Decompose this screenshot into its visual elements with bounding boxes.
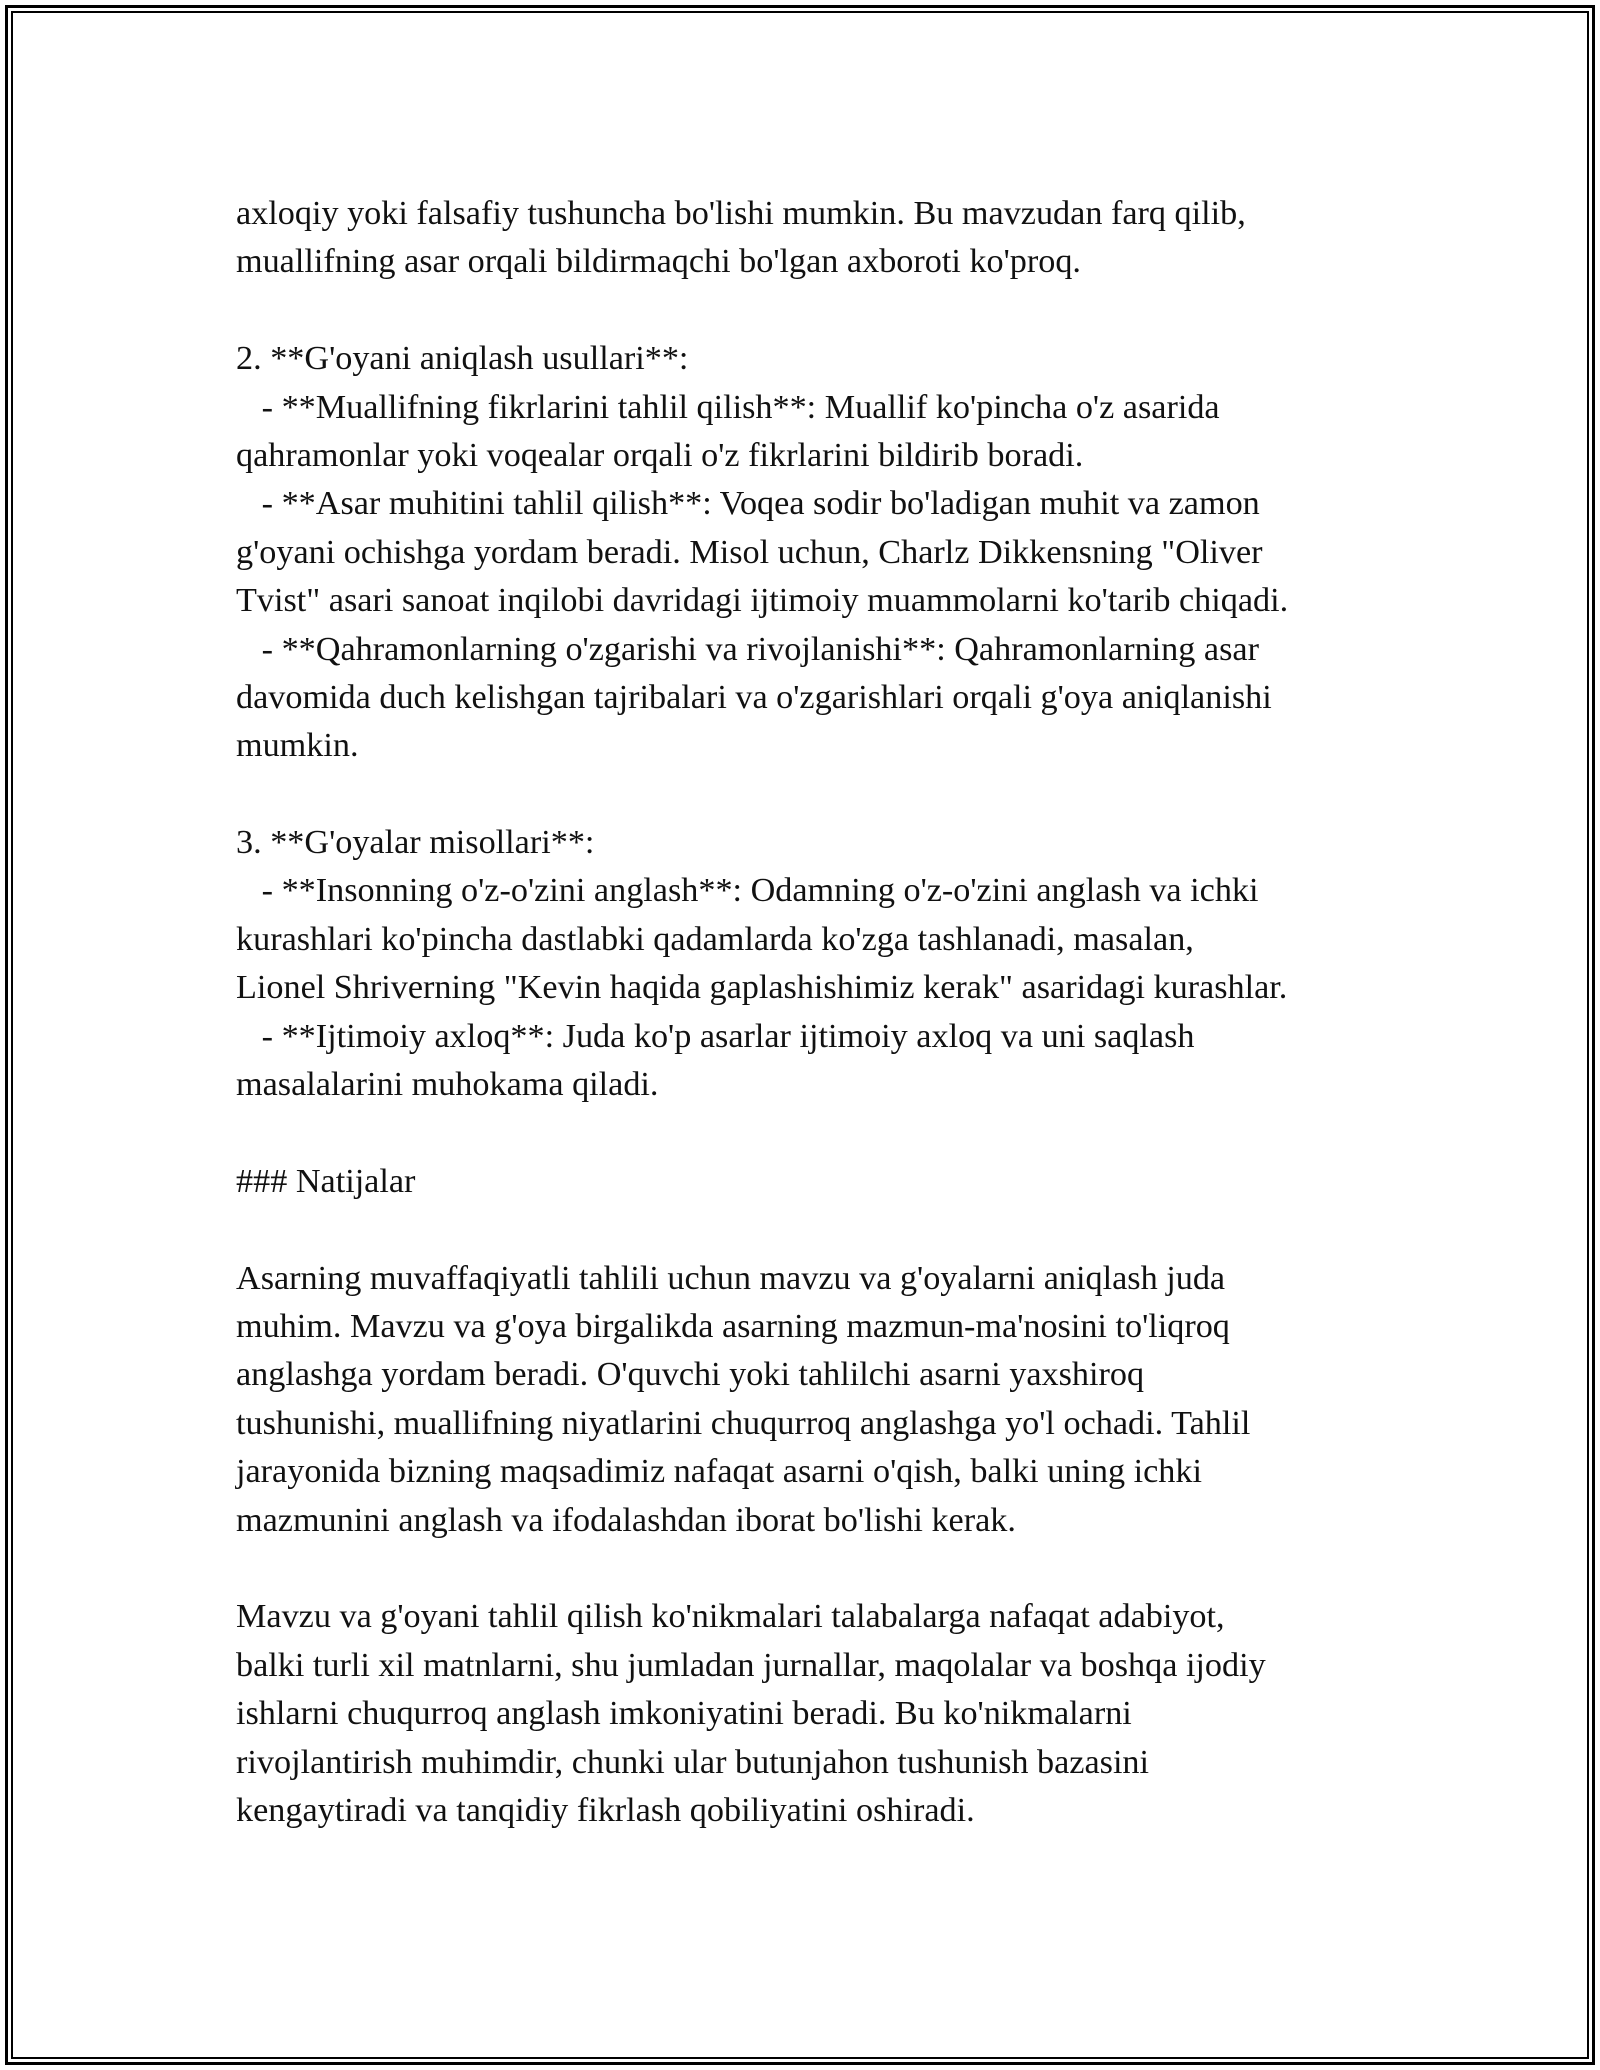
paragraph-line: Asarning muvaffaqiyatli tahlili uchun mavzu va g'oyalarni aniqlash juda — [236, 1259, 1226, 1297]
text-line: g'oyani ochishga yordam beradi. Misol uchun, Charlz Dikkensning "Oliver — [236, 533, 1263, 571]
text-line: Tvist" asari sanoat inqilobi davridagi ijtimoiy muammolarni ko'tarib chiqadi. — [236, 582, 1289, 620]
list-item: - **Insonning o'z-o'zini anglash**: Odamning o'z-o'zini anglash va ichki — [236, 872, 1259, 910]
text-line: mumkin. — [236, 727, 359, 765]
list-item: - **Muallifning fikrlarini tahlil qilish**: Muallif ko'pincha o'z asarida — [236, 388, 1220, 426]
text-line: masalalarini muhokama qiladi. — [236, 1066, 659, 1104]
paragraph-line: mazmunini anglash va ifodalashdan iborat bo'lishi kerak. — [236, 1501, 1016, 1539]
paragraph-line: ishlarni chuqurroq anglash imkoniyatini beradi. Bu ko'nikmalarni — [236, 1695, 1132, 1733]
text-line: davomida duch kelishgan tajribalari va o'zgarishlari orqali g'oya aniqlanishi — [236, 678, 1272, 716]
paragraph-line: jarayonida bizning maqsadimiz nafaqat asarni o'qish, balki uning ichki — [236, 1453, 1202, 1491]
paragraph-line: rivojlantirish muhimdir, chunki ular butunjahon tushunish bazasini — [236, 1743, 1150, 1781]
document-body — [236, 190, 1396, 1835]
section-heading: ### Natijalar — [236, 1162, 416, 1200]
paragraph-line: balki turli xil matnlarni, shu jumladan jurnallar, maqolalar va boshqa ijodiy — [236, 1646, 1266, 1684]
text-line: muallifning asar orqali bildirmaqchi bo'lgan axboroti ko'proq. — [236, 243, 1081, 281]
list-item: - **Ijtimoiy axloq**: Juda ko'p asarlar ijtimoiy axloq va uni saqlash — [236, 1017, 1195, 1055]
paragraph-line: kengaytiradi va tanqidiy fikrlash qobiliyatini oshiradi. — [236, 1791, 975, 1829]
list-heading: 3. **G'oyalar misollari**: — [236, 824, 595, 862]
list-item: - **Qahramonlarning o'zgarishi va rivojlanishi**: Qahramonlarning asar — [236, 630, 1259, 668]
blank-line — [236, 771, 1396, 819]
paragraph-line: Mavzu va g'oyani tahlil qilish ko'nikmalari talabalarga nafaqat adabiyot, — [236, 1598, 1225, 1636]
text-line: qahramonlar yoki voqealar orqali o'z fikrlarini bildirib boradi. — [236, 436, 1084, 474]
text-line: axloqiy yoki falsafiy tushuncha bo'lishi mumkin. Bu mavzudan farq qilib, — [236, 195, 1246, 232]
text-line: Lionel Shriverning "Kevin haqida gaplashishimiz kerak" asaridagi kurashlar. — [236, 969, 1288, 1007]
paragraph-line: muhim. Mavzu va g'oya birgalikda asarning mazmun-ma'nosini to'liqroq — [236, 1307, 1230, 1345]
text-line: kurashlari ko'pincha dastlabki qadamlarda ko'zga tashlanadi, masalan, — [236, 920, 1194, 958]
list-item: - **Asar muhitini tahlil qilish**: Voqea sodir bo'ladigan muhit va zamon — [236, 485, 1260, 523]
paragraph-line: anglashga yordam beradi. O'quvchi yoki tahlilchi asarni yaxshiroq — [236, 1356, 1145, 1394]
blank-line — [236, 1206, 1396, 1254]
paragraph-line: tushunishi, muallifning niyatlarini chuqurroq anglashga yo'l ochadi. Tahlil — [236, 1404, 1251, 1442]
blank-line — [236, 1109, 1396, 1157]
blank-line — [236, 1545, 1396, 1593]
list-heading: 2. **G'oyani aniqlash usullari**: — [236, 340, 689, 378]
blank-line — [236, 287, 1396, 335]
